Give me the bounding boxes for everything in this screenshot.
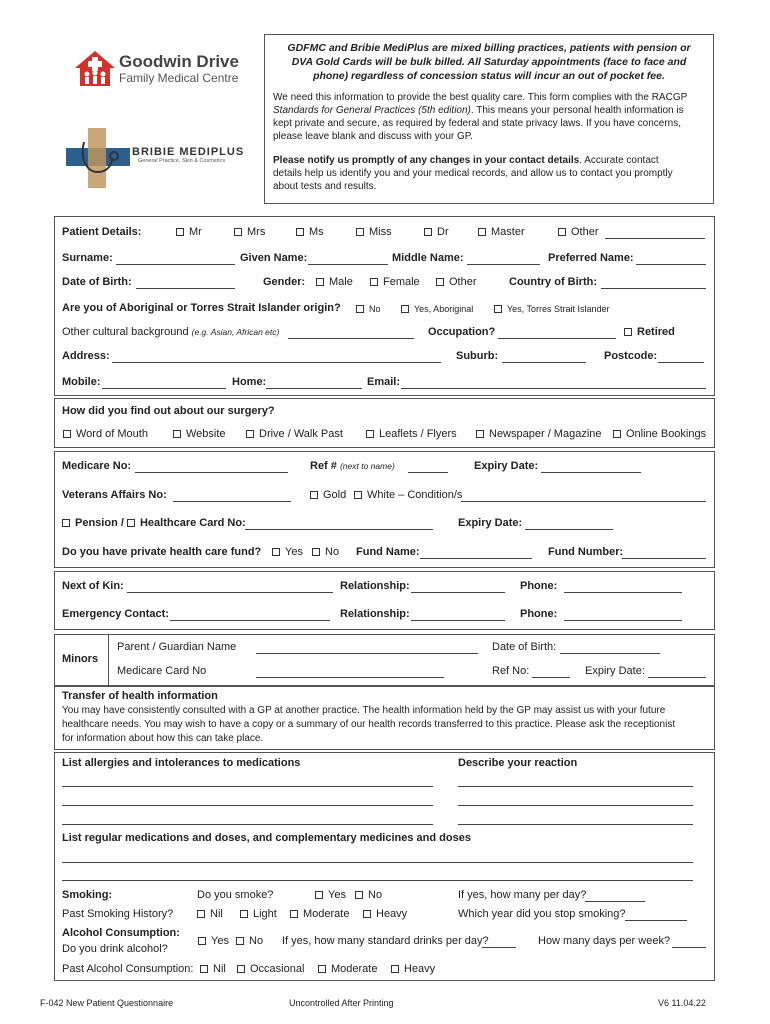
medicare-expiry-label: Expiry Date: (474, 460, 539, 472)
private-health-yes[interactable]: Yes (272, 546, 303, 559)
referral-option-online-bookings[interactable]: Online Bookings (613, 428, 706, 441)
home-phone-label: Home: (232, 376, 267, 388)
gender-label: Gender: (263, 276, 306, 288)
veterans-affairs-label: Veterans Affairs No: (62, 489, 167, 501)
checkbox-icon[interactable] (354, 491, 362, 499)
smoke-yes[interactable]: Yes (315, 889, 346, 902)
reaction-field-2[interactable] (458, 805, 693, 806)
dva-condition-field[interactable] (461, 501, 706, 502)
gender-option-other[interactable]: Other (436, 276, 477, 289)
checkbox-icon[interactable] (310, 491, 318, 499)
notify-line-1 (273, 154, 659, 167)
checkbox-icon[interactable] (613, 430, 621, 438)
checkbox-icon[interactable] (436, 278, 444, 286)
checkbox-icon[interactable] (312, 548, 320, 556)
retired-option[interactable]: Retired (624, 326, 675, 339)
past-smoking-light[interactable]: Light (240, 908, 277, 921)
checkbox-icon[interactable] (246, 430, 254, 438)
private-health-question: Do you have private health care fund? (62, 546, 262, 558)
smoke-no[interactable]: No (355, 889, 382, 902)
privacy-line-2 (273, 104, 684, 117)
checkbox-icon[interactable] (290, 910, 298, 918)
goodwin-house-icon (74, 50, 116, 88)
medications-field-1[interactable] (62, 862, 693, 863)
reaction-field-3[interactable] (458, 824, 693, 825)
minor-dob-label: Date of Birth: (492, 641, 557, 653)
title-option-master[interactable]: Master (478, 226, 525, 239)
kin-relationship-field[interactable] (411, 592, 505, 593)
checkbox-icon[interactable] (476, 430, 484, 438)
alcohol-no[interactable]: No (236, 935, 263, 948)
preferred-name-label: Preferred Name: (548, 252, 634, 264)
alcohol-question: Do you drink alcohol? (62, 943, 168, 955)
transfer-line-2: healthcare needs. You may wish to have a copy or a summary of our health records transferred to this practice. Please ask the receptionist (62, 719, 676, 730)
cultural-background-label: Other cultural background (e.g. Asian, African etc) (62, 326, 280, 338)
allergy-field-3[interactable] (62, 824, 433, 825)
title-option-mrs[interactable]: Mrs (234, 226, 265, 239)
bribie-logo (66, 128, 246, 188)
drinks-per-day-field[interactable] (482, 947, 516, 948)
stop-smoking-year-label: Which year did you stop smoking? (458, 908, 626, 920)
referral-option-word-of-mouth[interactable]: Word of Mouth (63, 428, 148, 441)
email-field[interactable] (401, 388, 706, 389)
title-option-mr[interactable]: Mr (176, 226, 202, 239)
referral-option-newspaper[interactable]: Newspaper / Magazine (476, 428, 602, 441)
days-per-week-field[interactable] (672, 947, 706, 948)
smoke-question: Do you smoke? (197, 889, 274, 901)
kin-phone-field[interactable] (564, 592, 682, 593)
past-smoking-moderate[interactable]: Moderate (290, 908, 349, 921)
bribie-name: BRIBIE MEDIPLUS (132, 146, 245, 158)
medications-label: List regular medications and doses, and complementary medicines and doses (62, 832, 471, 844)
drinks-per-day-label: If yes, how many standard drinks per day? (282, 935, 489, 947)
surname-field[interactable] (116, 264, 235, 265)
emergency-relationship-field[interactable] (411, 620, 505, 621)
past-alcohol-label: Past Alcohol Consumption: (62, 963, 194, 975)
mobile-field[interactable] (102, 388, 226, 389)
referral-question: How did you find out about our surgery? (62, 405, 275, 417)
title-option-dr[interactable]: Dr (424, 226, 449, 239)
aboriginal-option-yes-aboriginal[interactable]: Yes, Aboriginal (401, 303, 473, 316)
medications-field-2[interactable] (62, 880, 693, 881)
title-option-other[interactable]: Other (558, 226, 599, 239)
medicare-number-field[interactable] (135, 472, 288, 473)
checkbox-icon[interactable] (236, 937, 244, 945)
notice-line-1: GDFMC and Bribie MediPlus are mixed billing practices, patients with pension or (287, 42, 691, 54)
checkbox-icon[interactable] (173, 430, 181, 438)
checkbox-icon[interactable] (240, 910, 248, 918)
given-name-label: Given Name: (240, 252, 308, 264)
medicare-number-label: Medicare No: (62, 460, 132, 472)
smoke-per-day-label: If yes, how many per day? (458, 889, 587, 901)
medicare-ref-label: Ref # (next to name) (310, 460, 395, 472)
dva-white-option[interactable]: White – Condition/s (354, 489, 462, 502)
address-field[interactable] (112, 362, 441, 363)
smoking-label: Smoking: (62, 889, 113, 901)
veterans-affairs-field[interactable] (173, 501, 291, 502)
dob-label: Date of Birth: (62, 276, 132, 288)
checkbox-icon[interactable] (624, 328, 632, 336)
checkbox-icon[interactable] (127, 519, 135, 527)
guardian-name-field[interactable] (256, 653, 478, 654)
medicare-ref-field[interactable] (408, 472, 448, 473)
alcohol-label: Alcohol Consumption: (62, 927, 180, 939)
notify-bold: Please notify us promptly of any changes in your contact details (273, 155, 580, 166)
referral-option-drive-walk-past[interactable]: Drive / Walk Past (246, 428, 343, 441)
country-of-birth-field[interactable] (601, 288, 706, 289)
past-alcohol-occasional[interactable]: Occasional (237, 963, 304, 976)
emergency-phone-label: Phone: (520, 608, 558, 620)
referral-option-leaflets[interactable]: Leaflets / Flyers (366, 428, 457, 441)
checkbox-icon[interactable] (391, 965, 399, 973)
minor-dob-field[interactable] (560, 653, 660, 654)
standards-reference: Standards for General Practices (5th edition) (273, 105, 471, 116)
checkbox-icon[interactable] (424, 228, 432, 236)
occupation-field[interactable] (498, 338, 616, 339)
minors-divider (108, 634, 109, 686)
past-alcohol-moderate[interactable]: Moderate (318, 963, 377, 976)
checkbox-icon[interactable] (401, 305, 409, 313)
notice-line-3: phone) regardless of concession status will incur an out of pocket fee. (313, 70, 665, 82)
notify-line-2: details help us identify you and your medical records, and allow us to contact you promptly (273, 168, 673, 179)
patient-details-label: Patient Details: (62, 226, 142, 238)
healthcare-card-field[interactable] (245, 529, 433, 530)
notify-line-1-rest: . Accurate contact (579, 155, 659, 166)
footer-form-id: F-042 New Patient Questionnaire (40, 998, 174, 1008)
checkbox-icon[interactable] (237, 965, 245, 973)
past-smoking-nil[interactable]: Nil (197, 908, 223, 921)
goodwin-subtitle: Family Medical Centre (119, 71, 239, 85)
given-name-field[interactable] (308, 264, 388, 265)
privacy-line-1: We need this information to provide the best quality care. This form complies with the RACGP (273, 92, 688, 103)
checkbox-icon[interactable] (318, 965, 326, 973)
allergies-label: List allergies and intolerances to medications (62, 757, 301, 769)
privacy-line-2-rest: . This means your personal health information is (470, 105, 684, 116)
postcode-field[interactable] (658, 362, 704, 363)
footer-uncontrolled: Uncontrolled After Printing (289, 998, 394, 1008)
minor-ref-field[interactable] (532, 677, 570, 678)
preferred-name-field[interactable] (636, 264, 706, 265)
checkbox-icon[interactable] (315, 891, 323, 899)
dva-gold-option[interactable]: Gold (310, 489, 346, 502)
next-of-kin-field[interactable] (127, 592, 333, 593)
minor-ref-label: Ref No: (492, 665, 530, 677)
checkbox-icon[interactable] (494, 305, 502, 313)
bribie-cross-stethoscope-icon (66, 128, 130, 188)
guardian-name-label: Parent / Guardian Name (117, 641, 237, 653)
past-alcohol-heavy[interactable]: Heavy (391, 963, 435, 976)
checkbox-icon[interactable] (356, 305, 364, 313)
address-label: Address: (62, 350, 110, 362)
aboriginal-question: Are you of Aboriginal or Torres Strait Islander origin? (62, 302, 341, 314)
aboriginal-option-no[interactable]: No (356, 303, 381, 316)
kin-relationship-label: Relationship: (340, 580, 410, 592)
reaction-label: Describe your reaction (458, 757, 578, 769)
checkbox-icon[interactable] (370, 278, 378, 286)
title-other-field[interactable] (605, 238, 705, 239)
footer-version: V6 11.04.22 (658, 998, 706, 1008)
occupation-label: Occupation? (428, 326, 496, 338)
notify-line-3: about tests and results. (273, 181, 377, 192)
checkbox-icon[interactable] (356, 228, 364, 236)
checkbox-icon[interactable] (366, 430, 374, 438)
gender-option-male[interactable]: Male (316, 276, 353, 289)
pension-healthcare-label: Pension / Healthcare Card No: (62, 517, 246, 530)
gender-option-female[interactable]: Female (370, 276, 420, 289)
minor-medicare-label: Medicare Card No (117, 665, 207, 677)
kin-phone-label: Phone: (520, 580, 558, 592)
suburb-field[interactable] (502, 362, 586, 363)
fund-number-label: Fund Number: (548, 546, 624, 558)
minor-expiry-field[interactable] (648, 677, 706, 678)
goodwin-logo (74, 50, 244, 90)
bribie-subtitle: General Practice, Skin & Cosmetics (138, 158, 226, 164)
emergency-contact-field[interactable] (170, 620, 330, 621)
transfer-line-1: You may have consistently consulted with a GP at another practice. The health information held by the GP may assist us with your future (62, 705, 666, 716)
cultural-background-field[interactable] (288, 338, 414, 339)
mobile-label: Mobile: (62, 376, 101, 388)
checkbox-icon[interactable] (558, 228, 566, 236)
checkbox-icon[interactable] (198, 937, 206, 945)
minor-expiry-label: Expiry Date: (585, 665, 645, 677)
checkbox-icon[interactable] (197, 910, 205, 918)
smoke-per-day-field[interactable] (585, 901, 645, 902)
fund-name-label: Fund Name: (356, 546, 420, 558)
checkbox-icon[interactable] (296, 228, 304, 236)
title-option-miss[interactable]: Miss (356, 226, 392, 239)
private-health-no[interactable]: No (312, 546, 339, 559)
referral-option-website[interactable]: Website (173, 428, 226, 441)
suburb-label: Suburb: (456, 350, 499, 362)
email-label: Email: (367, 376, 401, 388)
fund-name-field[interactable] (420, 558, 532, 559)
transfer-title: Transfer of health information (62, 690, 218, 702)
title-option-ms[interactable]: Ms (296, 226, 324, 239)
notice-line-2: DVA Gold Cards will be bulk billed. All Saturday appointments (face to face and (291, 56, 687, 68)
checkbox-icon[interactable] (234, 228, 242, 236)
surname-label: Surname: (62, 252, 113, 264)
emergency-contact-label: Emergency Contact: (62, 608, 169, 620)
emergency-phone-field[interactable] (564, 620, 682, 621)
healthcare-expiry-field[interactable] (525, 529, 613, 530)
past-smoking-heavy[interactable]: Heavy (363, 908, 407, 921)
checkbox-icon[interactable] (355, 891, 363, 899)
minor-medicare-field[interactable] (256, 677, 444, 678)
minors-label: Minors (62, 653, 99, 665)
checkbox-icon[interactable] (62, 519, 70, 527)
healthcare-expiry-label: Expiry Date: (458, 517, 523, 529)
middle-name-field[interactable] (467, 264, 540, 265)
medicare-expiry-field[interactable] (541, 472, 641, 473)
past-alcohol-nil[interactable]: Nil (200, 963, 226, 976)
transfer-line-3: for information about how this can take place. (62, 733, 264, 744)
reaction-field-1[interactable] (458, 786, 693, 787)
checkbox-icon[interactable] (478, 228, 486, 236)
goodwin-name: Goodwin Drive (119, 52, 239, 71)
checkbox-icon[interactable] (176, 228, 184, 236)
checkbox-icon[interactable] (316, 278, 324, 286)
allergy-field-2[interactable] (62, 805, 433, 806)
alcohol-yes[interactable]: Yes (198, 935, 229, 948)
privacy-line-3: kept private and secure, as required by federal and state privacy laws. If you have concerns, (273, 118, 681, 129)
emergency-relationship-label: Relationship: (340, 608, 410, 620)
fund-number-field[interactable] (622, 558, 706, 559)
checkbox-icon[interactable] (63, 430, 71, 438)
home-phone-field[interactable] (266, 388, 362, 389)
days-per-week-label: How many days per week? (538, 935, 671, 947)
privacy-line-4: please leave blank and discuss with your GP. (273, 131, 473, 142)
checkbox-icon[interactable] (363, 910, 371, 918)
dob-field[interactable] (136, 288, 235, 289)
postcode-label: Postcode: (604, 350, 658, 362)
stop-smoking-year-field[interactable] (625, 920, 687, 921)
past-smoking-label: Past Smoking History? (62, 908, 174, 920)
checkbox-icon[interactable] (272, 548, 280, 556)
middle-name-label: Middle Name: (392, 252, 464, 264)
country-of-birth-label: Country of Birth: (509, 276, 597, 288)
aboriginal-option-yes-tsi[interactable]: Yes, Torres Strait Islander (494, 303, 610, 316)
next-of-kin-label: Next of Kin: (62, 580, 124, 592)
allergy-field-1[interactable] (62, 786, 433, 787)
checkbox-icon[interactable] (200, 965, 208, 973)
